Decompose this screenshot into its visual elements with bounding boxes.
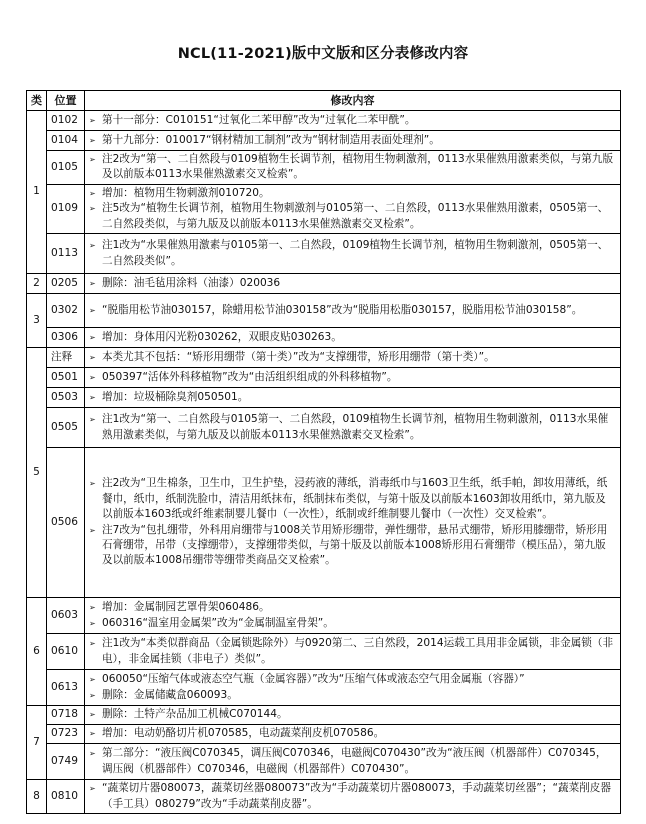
amendments-table <box>26 90 621 814</box>
arrow-bullet-icon: ➢ <box>89 135 96 145</box>
change-item <box>89 600 616 615</box>
table-row <box>27 408 621 448</box>
arrow-bullet-icon: ➢ <box>89 278 96 288</box>
change-cell <box>85 328 621 348</box>
change-text: 注1改为“第一、二自然段与0105第一、二自然段，0109植物生长调节剂，植物用生物刺激剂，0113水果催熟用激素类似，与第九版及以前版本0113水果催熟激素交叉检索”。 <box>102 413 609 441</box>
change-item <box>89 781 616 812</box>
position-code: 0102 <box>47 111 85 131</box>
change-cell <box>85 634 621 670</box>
arrow-bullet-icon: ➢ <box>89 639 96 649</box>
arrow-bullet-icon: ➢ <box>89 618 96 628</box>
change-item <box>89 330 616 345</box>
change-text: 第二部分：“液压阀C070345，调压阀C070346，电磁阀C070430”改为“液压阀（机器部件）C070345，调压阀（机器部件）C070346，电磁阀（机器部件）C070430”。 <box>102 747 607 775</box>
change-cell <box>85 348 621 368</box>
change-cell <box>85 111 621 131</box>
position-code: 0501 <box>47 368 85 388</box>
table-row <box>27 111 621 131</box>
position-code: 0105 <box>47 151 85 185</box>
arrow-bullet-icon: ➢ <box>89 675 96 685</box>
change-item <box>89 276 616 291</box>
change-item <box>89 186 616 201</box>
table-row <box>27 670 621 706</box>
change-cell <box>85 234 621 274</box>
arrow-bullet-icon: ➢ <box>89 603 96 613</box>
position-code: 0109 <box>47 184 85 233</box>
arrow-bullet-icon: ➢ <box>89 115 96 125</box>
change-text: 050397“活体外科移植物”改为“由活组织组成的外科移植物”。 <box>102 370 398 383</box>
class-number: 8 <box>27 780 47 814</box>
change-item <box>89 152 616 183</box>
arrow-bullet-icon: ➢ <box>89 784 96 794</box>
change-item <box>89 746 616 777</box>
position-code: 0749 <box>47 744 85 780</box>
arrow-bullet-icon: ➢ <box>89 372 96 382</box>
change-text: 增加：身体用闪光粉030262，双眼皮贴030263。 <box>102 330 342 343</box>
change-item <box>89 707 616 722</box>
change-cell <box>85 368 621 388</box>
change-text: 删除：金属储藏盒060093。 <box>102 688 238 701</box>
change-text: 注2改为“第一、二自然段与0109植物生长调节剂，植物用生物刺激剂，0113水果催熟用激素类似，与第九版及以前版本0113水果催熟激素交叉检索”。 <box>102 153 614 181</box>
header-position: 位置 <box>47 91 85 111</box>
table-row <box>27 368 621 388</box>
arrow-bullet-icon: ➢ <box>89 690 96 700</box>
arrow-bullet-icon: ➢ <box>89 188 96 198</box>
table-row <box>27 294 621 328</box>
position-code: 0506 <box>47 448 85 598</box>
arrow-bullet-icon: ➢ <box>89 241 96 251</box>
position-code: 0505 <box>47 408 85 448</box>
change-item <box>89 636 616 667</box>
change-text: 060050“压缩气体或液态空气瓶（金属容器）”改为“压缩气体或液态空气用金属瓶（容器）” <box>102 673 525 686</box>
table-row <box>27 598 621 634</box>
table-row <box>27 328 621 348</box>
change-cell <box>85 670 621 706</box>
position-code: 0610 <box>47 634 85 670</box>
change-item <box>89 201 616 232</box>
class-number: 7 <box>27 706 47 780</box>
change-cell <box>85 448 621 598</box>
change-cell <box>85 706 621 725</box>
change-text: 增加：电动奶酪切片机070585，电动蔬菜削皮机070586。 <box>102 727 385 740</box>
position-code: 注释 <box>47 348 85 368</box>
position-code: 0603 <box>47 598 85 634</box>
change-text: 第十九部分：010017“钢材精加工制剂”改为“钢材制造用表面处理剂”。 <box>102 133 440 146</box>
position-code: 0205 <box>47 274 85 294</box>
change-item <box>89 412 616 443</box>
change-cell <box>85 725 621 744</box>
class-number: 6 <box>27 598 47 706</box>
table-row <box>27 706 621 725</box>
arrow-bullet-icon: ➢ <box>89 749 96 759</box>
position-code: 0503 <box>47 388 85 408</box>
table-row <box>27 388 621 408</box>
position-code: 0718 <box>47 706 85 725</box>
change-text: 注5改为“植物生长调节剂，植物用生物刺激剂与0105第一、二自然段，0113水果催熟用激素，0505第一、二自然段类似，与第九版及以前版本0113水果催熟激素交叉检索”。 <box>102 202 609 230</box>
change-item <box>89 303 616 318</box>
arrow-bullet-icon: ➢ <box>89 525 96 535</box>
table-row <box>27 274 621 294</box>
change-item <box>89 390 616 405</box>
change-item <box>89 370 616 385</box>
class-number: 5 <box>27 348 47 598</box>
change-item <box>89 350 616 365</box>
change-item <box>89 523 616 569</box>
change-text: 060316“温室用金属架”改为“金属制温室骨架”。 <box>102 616 334 629</box>
table-body <box>27 111 621 814</box>
table-row <box>27 780 621 814</box>
change-item <box>89 672 616 687</box>
change-text: 增加：植物用生物刺激剂010720。 <box>102 186 270 199</box>
change-item <box>89 726 616 741</box>
change-text: 增加：垃圾桶除臭剂050501。 <box>102 390 249 403</box>
table-row <box>27 131 621 151</box>
change-text: 注7改为“包扎绷带，外科用肩绷带与1008关节用矫形绷带，弹性绷带，悬吊式绷带，矫形用膝绷带，矫形用石膏绷带，吊带（支撑绷带），支撑绷带类似，与第十版及以前版本1008矫形用石膏绷带（模压品），第九版及以前版本1008吊绷带等绷带类商品交叉检索”。 <box>102 523 608 567</box>
position-code: 0613 <box>47 670 85 706</box>
change-cell <box>85 131 621 151</box>
arrow-bullet-icon: ➢ <box>89 710 96 720</box>
arrow-bullet-icon: ➢ <box>89 415 96 425</box>
position-code: 0723 <box>47 725 85 744</box>
table-row <box>27 184 621 233</box>
change-text: “脱脂用松节油030157，除蜡用松节油030158”改为“脱脂用松脂030157，脱脂用松节油030158”。 <box>102 303 583 316</box>
change-cell <box>85 294 621 328</box>
change-item <box>89 133 616 148</box>
change-item <box>89 688 616 703</box>
header-class: 类 <box>27 91 47 111</box>
table-row <box>27 234 621 274</box>
arrow-bullet-icon: ➢ <box>89 729 96 739</box>
table-header-row <box>27 91 621 111</box>
position-code: 0306 <box>47 328 85 348</box>
arrow-bullet-icon: ➢ <box>89 352 96 362</box>
position-code: 0113 <box>47 234 85 274</box>
change-cell <box>85 274 621 294</box>
table-row <box>27 151 621 185</box>
table-row <box>27 348 621 368</box>
change-cell <box>85 744 621 780</box>
arrow-bullet-icon: ➢ <box>89 204 96 214</box>
header-changes: 修改内容 <box>85 91 621 111</box>
arrow-bullet-icon: ➢ <box>89 479 96 489</box>
change-cell <box>85 151 621 185</box>
table-row <box>27 744 621 780</box>
change-text: 删除：油毛毡用涂料（油漆）020036 <box>102 276 281 289</box>
class-number: 1 <box>27 111 47 274</box>
arrow-bullet-icon: ➢ <box>89 155 96 164</box>
change-text: 注1改为“本类似群商品（金属锁匙除外）与0920第二、三自然段，2014运载工具用非金属锁，非金属锁（非电），非金属挂锁（非电子）类似”。 <box>102 637 614 665</box>
change-cell <box>85 780 621 814</box>
class-number: 2 <box>27 274 47 294</box>
table-row <box>27 725 621 744</box>
change-text: 本类尤其不包括：“矫形用绷带（第十类）”改为“支撑绷带，矫形用绷带（第十类）”。 <box>102 350 495 363</box>
change-item <box>89 113 616 128</box>
arrow-bullet-icon: ➢ <box>89 332 96 342</box>
arrow-bullet-icon: ➢ <box>89 392 96 402</box>
change-text: “蔬菜切片器080073，蔬菜切丝器080073”改为“手动蔬菜切片器080073，手动蔬菜切丝器”；“蔬菜削皮器（手工具）080279”改为“手动蔬菜削皮器”。 <box>102 782 611 810</box>
change-item <box>89 238 616 269</box>
change-text: 第十一部分：C010151“过氧化二苯甲醇”改为“过氧化二苯甲酰”。 <box>102 113 416 126</box>
change-cell <box>85 388 621 408</box>
change-item <box>89 476 616 522</box>
change-item <box>89 616 616 631</box>
position-code: 0104 <box>47 131 85 151</box>
change-text: 删除：土特产杂品加工机械C070144。 <box>102 708 288 721</box>
position-code: 0302 <box>47 294 85 328</box>
change-text: 增加：金属制园艺罩骨架060486。 <box>102 601 270 614</box>
change-text: 注2改为“卫生棉条，卫生巾，卫生护垫，浸药液的薄纸，消毒纸巾与1603卫生纸，纸手帕，卸妆用薄纸，纸餐巾，纸巾，纸制洗脸巾，清洁用纸抹布，纸制抹布类似，与第十版及以前版本1603卸妆用纸巾，第九版及以前版本1603纸或纤维素制婴儿餐巾（一次性），纸制或纤维制婴儿餐巾（一次性）交叉检索”。 <box>102 477 608 521</box>
change-cell <box>85 408 621 448</box>
position-code: 0810 <box>47 780 85 814</box>
change-text: 注1改为“水果催熟用激素与0105第一、二自然段，0109植物生长调节剂，植物用生物刺激剂，0505第一、二自然段类似”。 <box>102 239 609 267</box>
class-number: 3 <box>27 294 47 348</box>
arrow-bullet-icon: ➢ <box>89 305 96 315</box>
table-row <box>27 448 621 598</box>
document-title: NCL(11-2021)版中文版和区分表修改内容 <box>177 46 469 62</box>
change-cell <box>85 598 621 634</box>
table-row <box>27 634 621 670</box>
change-cell <box>85 184 621 233</box>
